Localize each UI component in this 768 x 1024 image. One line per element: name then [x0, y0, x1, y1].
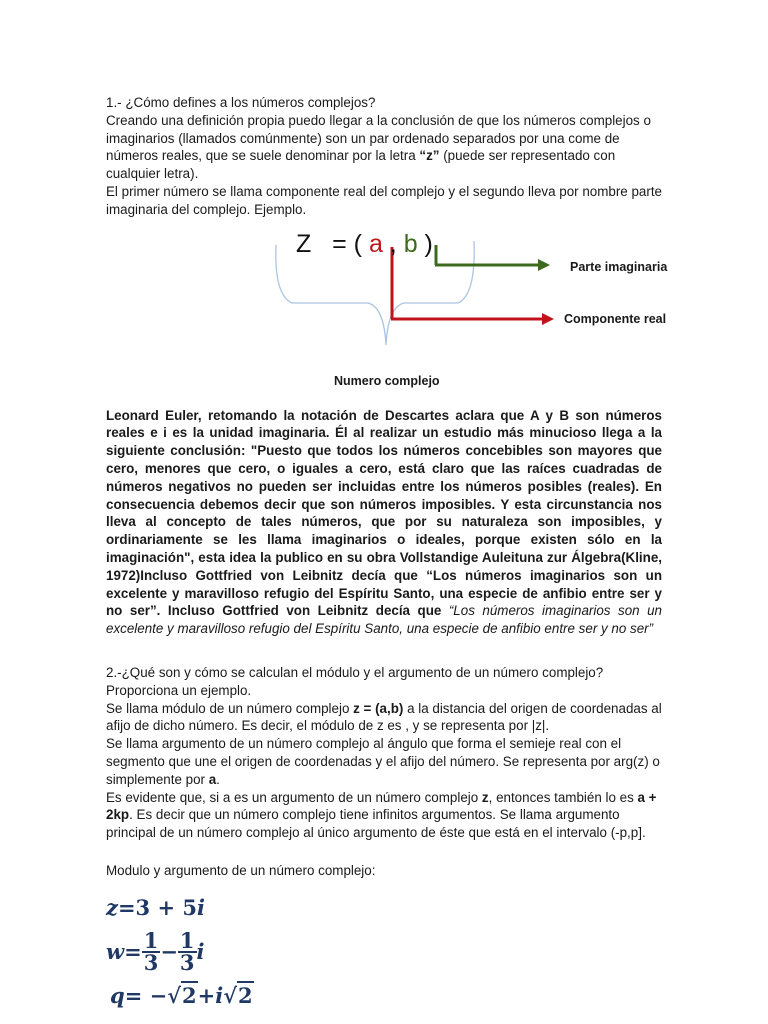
- q2-p1-text-b: a la distancia del origen de coordenadas al afijo de dicho número. Es decir, el módulo de z es , y se representa por |z|.: [106, 700, 662, 734]
- eq-z-real: 3 + 5: [135, 894, 197, 920]
- question-2-section: [106, 664, 662, 880]
- question-2-title: 2.-¿Qué son y cómo se calculan el módulo y el argumento de un número complejo? Proporciona un ejemplo.: [106, 664, 604, 698]
- label-parte-imaginaria: Parte imaginaria: [570, 259, 668, 274]
- label-numero-complejo: Numero complejo: [334, 373, 440, 388]
- sqrt-1: [167, 982, 197, 1008]
- sqrt-2: [223, 982, 253, 1008]
- fraction-1-num: 1: [143, 927, 159, 953]
- eq-q-i: i: [215, 982, 224, 1008]
- q1-text-a: Creando una definición propia puedo llegar a la conclusión de que los números complejos o imaginarios (llamados comúnmente) son un par ordenado separados por una come de números reales, que se suele denominar por la letra: [106, 112, 651, 164]
- question-1-paragraph-2: El primer número se llama componente real del complejo y el segundo lleva por nombre parte imaginaria del complejo. Ejemplo.: [106, 183, 662, 217]
- question-2-paragraph-1: [106, 700, 662, 736]
- complex-examples: [106, 890, 662, 1014]
- complex-pair-formula: [296, 229, 433, 259]
- fraction-2-den: 3: [179, 949, 195, 975]
- eq-w-equals: =: [124, 938, 142, 964]
- question-1-title: 1.- ¿Cómo defines a los números complejos?: [106, 95, 376, 110]
- formula-comma: ,: [382, 229, 404, 258]
- eq-w-i: i: [196, 938, 205, 964]
- equation-q: [106, 978, 662, 1014]
- formula-b: b: [403, 229, 418, 258]
- equation-w: [106, 926, 662, 978]
- eq-w-minus: −: [160, 938, 178, 964]
- complex-number-diagram: [106, 221, 668, 395]
- sqrt-1-symbol: √: [167, 982, 182, 1008]
- eq-z-lhs: z: [106, 894, 118, 920]
- real-arrow-head: [542, 313, 554, 325]
- q2-z-symbol: z: [481, 789, 489, 805]
- euler-paragraph: [106, 407, 662, 638]
- leibnitz-quote: “Los números imaginarios son un excelente y maravilloso refugio del Espíritu Santo, una especie de anfibio entre ser y no ser”: [106, 603, 663, 637]
- eq-z-equals: =: [117, 894, 136, 920]
- fraction-1: [142, 927, 161, 975]
- fraction-2-num: 1: [179, 927, 195, 953]
- eq-q-plus: +: [197, 982, 216, 1008]
- equation-z: [106, 890, 662, 926]
- sqrt-2-radicand: 2: [238, 982, 253, 1008]
- q1-z-letter: “z”: [419, 148, 440, 164]
- sqrt-2-symbol: √: [223, 982, 238, 1008]
- imag-arrow-head: [538, 259, 550, 271]
- q2-z-ab: z = (a,b): [353, 700, 404, 716]
- q2-p1-text-a: Se llama módulo de un número complejo: [106, 700, 354, 716]
- q2-p2-text-b: .: [216, 771, 220, 787]
- question-2-paragraph-2: [106, 735, 662, 788]
- question-2-paragraph-3: [106, 789, 662, 842]
- document-page: [106, 94, 668, 1014]
- modulo-subtitle: Modulo y argumento de un número complejo:: [106, 862, 376, 878]
- euler-text: Leonard Euler, retomando la notación de Descartes aclara que A y B son números reales e i es la unidad imaginaria. Él al realizar un estudio más minucioso llega a la siguiente conclusión: "Puesto que todos los números concebibles son mayores que cero, menores que cero, o iguales a cero, está claro que las raíces cuadradas de números negativos no pueden ser incluidas entre los números posibles (reales). En consecuencia debemos decir que son números imposibles. Y esta circunstancia nos lleva al concepto de tales números, que por su naturaleza son imposibles, y ordinariamente se les llama imaginarios o ideales, porque existen sólo en la imaginación", esta idea la publico en su obra Vollstandige Auleituna zur Álgebra(Kline, 1972)Incluso Gottfried von Leibnitz decía que “Los números imaginarios son un excelente y maravilloso refugio del Espíritu Santo, una especie de anfibio entre ser y no ser”. Incluso Gottfried von Leibnitz decía que: [106, 407, 662, 619]
- eq-z-i: i: [197, 894, 205, 920]
- label-componente-real: Componente real: [564, 311, 667, 326]
- q2-p3-text-b: , entonces también lo es: [488, 789, 638, 805]
- formula-z: Z = (: [296, 229, 369, 258]
- eq-w-lhs: w: [106, 938, 125, 964]
- fraction-1-den: 3: [143, 949, 159, 975]
- eq-q-equals: = −: [124, 982, 168, 1008]
- question-1-paragraph-1: [106, 112, 662, 183]
- q2-p2-text-a: Se llama argumento de un número complejo al ángulo que forma el semieje real con el segmento que une el origen de coordenadas y el afijo del número. Se representa por arg(z) o simplemente por: [106, 736, 660, 787]
- q1-text-b: (puede ser representado con cualquier letra).: [106, 148, 616, 182]
- q2-p3-text-a: Es evidente que, si a es un argumento de un número complejo: [106, 789, 482, 805]
- q2-a-symbol: a: [208, 771, 217, 787]
- sqrt-1-radicand: 2: [182, 982, 197, 1008]
- formula-a: a: [368, 229, 383, 258]
- fraction-2: [178, 927, 197, 975]
- q2-a-plus-2kp: a + 2kp: [106, 789, 657, 823]
- q2-p3-text-c: . Es decir que un número complejo tiene infinitos argumentos. Se llama argumento principal de un número complejo al único argumento de éste que está en el intervalo (-p,p].: [106, 807, 646, 841]
- eq-q-lhs: q: [110, 982, 125, 1008]
- formula-close: ): [417, 229, 433, 258]
